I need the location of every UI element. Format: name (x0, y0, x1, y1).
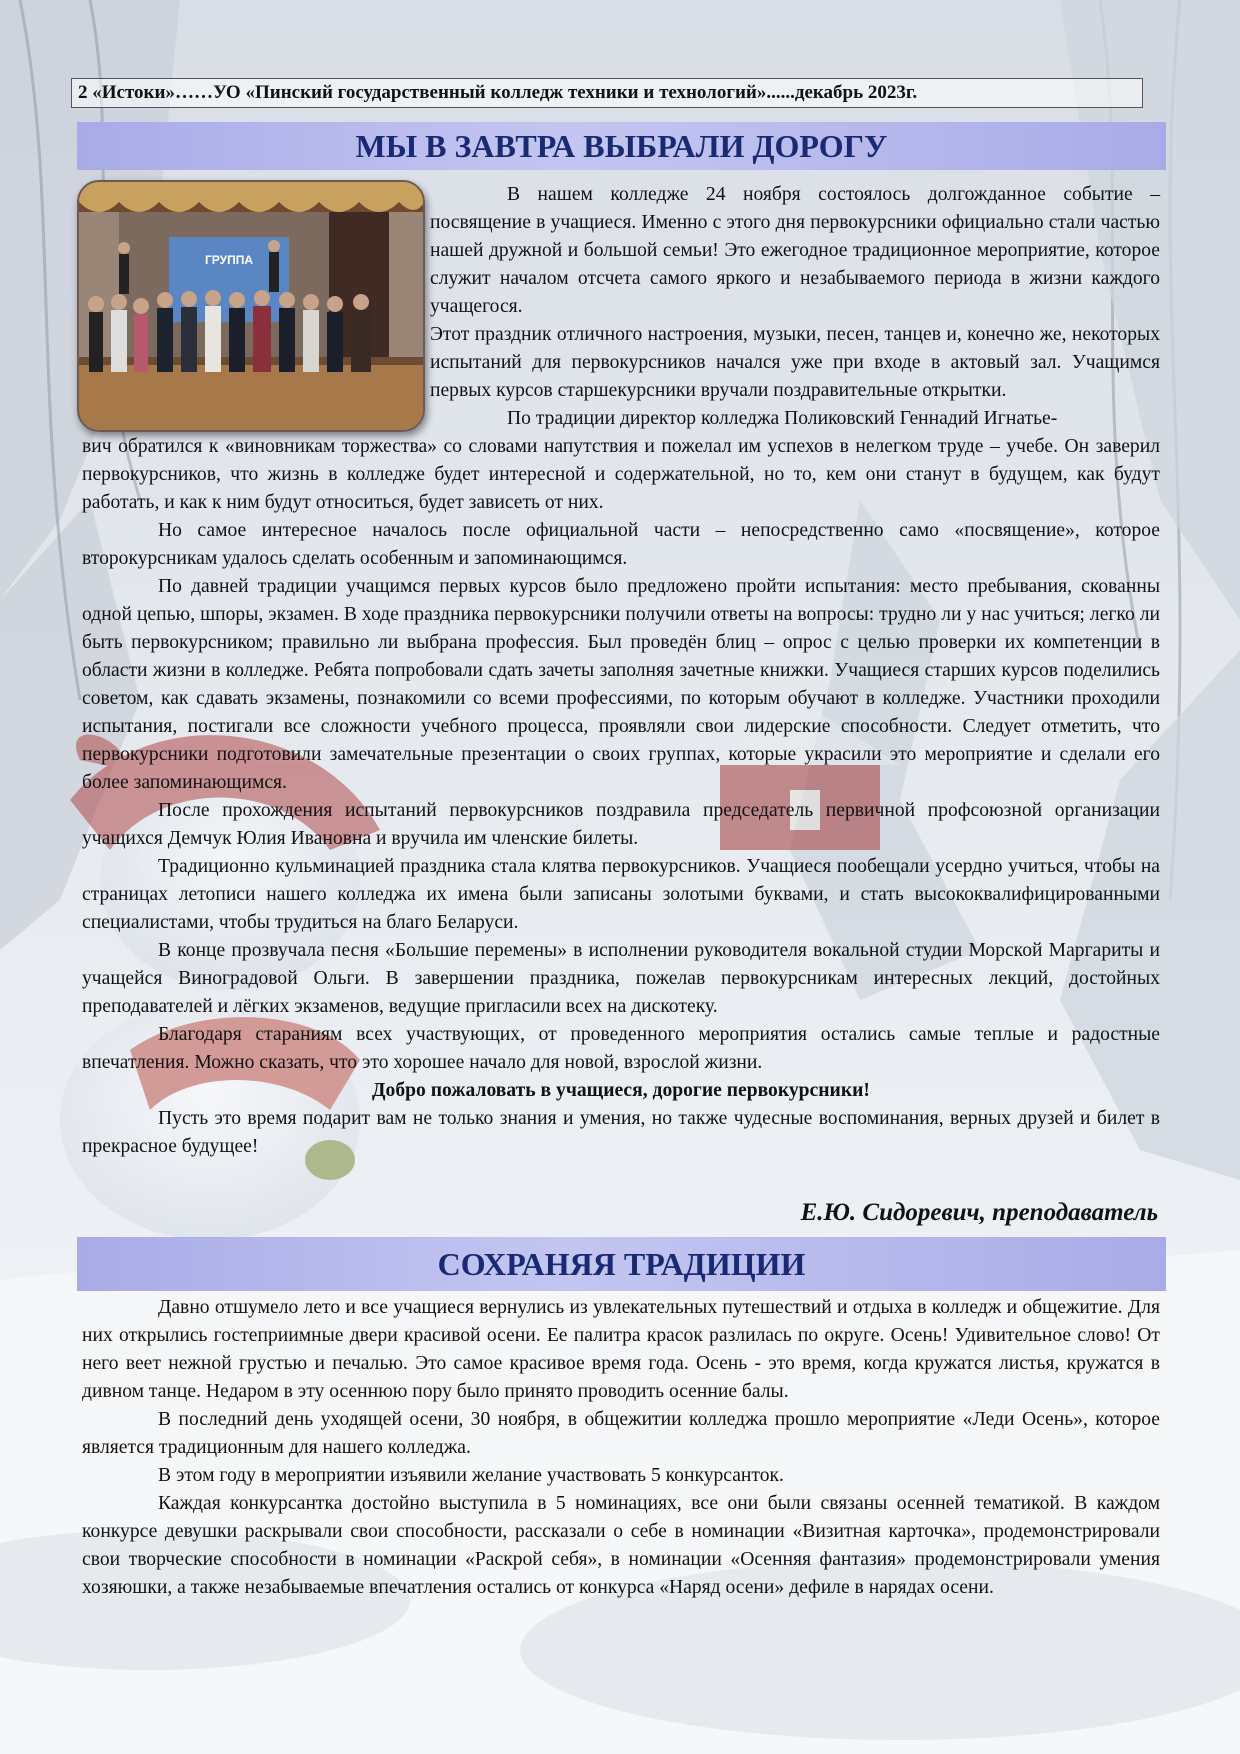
paragraph: Благодаря стараниям всех участвующих, от проведенного мероприятия остались самые теплые и радостные впечатления. Можно сказать, что это хорошее начало для новой, взрослой жизни. (82, 1024, 1160, 1073)
paragraph: Но самое интересное началось после официальной части – непосредственно само «посвящение», которое второкурсникам удалось сделать особенным и запоминающимся. (82, 520, 1160, 569)
paragraph: Традиционно кульминацией праздника стала клятва первокурсников. Учащиеся пообещали усердно учиться, чтобы на страницах летописи нашего колледжа их имена были записаны золотыми буквами, и стать высококвалифицированными специалистами, чтобы трудиться на благо Беларуси. (82, 856, 1160, 933)
paragraph: Этот праздник отличного настроения, музыки, песен, танцев и, конечно же, некоторых испытаний для первокурсников начался уже при входе в актовый зал. Учащимся первых курсов старшекурсники вручали поздравительные открытки. (430, 324, 1160, 401)
article1-title: МЫ В ЗАВТРА ВЫБРАЛИ ДОРОГУ (77, 122, 1166, 170)
article1-wrap-text (430, 181, 1160, 433)
paragraph: В конце прозвучала песня «Большие перемены» в исполнении руководителя вокальной студии Морской Маргариты и учащейся Виноградовой Ольги. В завершении праздника, пожелав первокурсникам интересных лекций, достойных преподавателей и лёгких экзаменов, ведущие пригласили всех на дискотеку. (82, 940, 1160, 1017)
welcome-line: Добро пожаловать в учащиеся, дорогие первокурсники! (372, 1080, 870, 1101)
screen-caption: ГРУППА (204, 253, 254, 267)
paragraph: В последний день уходящей осени, 30 ноября, в общежитии колледжа прошло мероприятие «Леди Осень», которое является традиционным для нашего колледжа. (82, 1409, 1160, 1458)
paragraph-start: По традиции директор колледжа Поликовский Геннадий Игнатье- (507, 408, 1058, 429)
article2-title: СОХРАНЯЯ ТРАДИЦИИ (77, 1237, 1166, 1291)
author-signature: Е.Ю. Сидоревич, преподаватель (800, 1199, 1158, 1226)
article2-body (82, 1294, 1160, 1602)
paragraph: По давней традиции учащимся первых курсов было предложено пройти испытания: место пребывания, скованны одной цепью, шпоры, экзамен. В ходе праздника первокурсники получили ответы на вопросы: трудно ли у нас учиться; легко ли быть первокурсником; правильно ли выбрана профессия. Был проведён блиц – опрос с целью проверки их компетенции в области жизни в колледже. Ребята попробовали сдать зачеты заполняя зачетные книжки. Учащиеся старших курсов поделились советом, как сдавать экзамены, познакомили со всеми профессиями, по которым обучают в колледже. Участники проходили испытания, постигали все сложности учебного процесса, проявляли свои лидерские способности. Следует отметить, что первокурсники подготовили замечательные презентации о своих группах, которые украсили это мероприятие и сделали его более запоминающимся. (82, 576, 1160, 793)
paragraph: В нашем колледже 24 ноября состоялось долгожданное событие – посвящение в учащиеся. Именно с этого дня первокурсники официально стали частью нашей дружной и большой семьи! Это ежегодное традиционное мероприятие, которое служит началом отсчета самого яркого и незабываемого периода в жизни каждого учащегося. (430, 184, 1160, 317)
paragraph: вич обратился к «виновникам торжества» со словами напутствия и пожелал им успехов в нелегком труде – учебе. Он заверил первокурсников, что жизнь в колледже будет интересной и содержательной, но то, кем они станут в будущем, как будут работать, и как к ним будут относиться, будет зависеть от них. (82, 436, 1160, 513)
closing-paragraph: Пусть это время подарит вам не только знания и умения, но также чудесные воспоминания, верных друзей и билет в прекрасное будущее! (82, 1108, 1160, 1157)
paragraph: После прохождения испытаний первокурсников поздравила председатель первичной профсоюзной организации учащихся Демчук Юлия Ивановна и вручила им членские билеты. (82, 800, 1160, 849)
paragraph: Давно отшумело лето и все учащиеся вернулись из увлекательных путешествий и отдыха в колледж и общежитие. Для них открылись гостеприимные двери красивой осени. Ее палитра красок разлилась по округе. Осень! Удивительное слово! От него веет нежной грустью и печалью. Это самое красивое время года. Осень - это время, когда кружатся листья, кружатся в дивном танце. Недаром в эту осеннюю пору было принято проводить осенние балы. (82, 1297, 1160, 1402)
event-photo (77, 180, 425, 432)
paragraph: Каждая конкурсантка достойно выступила в 5 номинациях, все они были связаны осенней тематикой. В каждом конкурсе девушки раскрывали свои способности, рассказали о себе в номинации «Визитная карточка», продемонстрировали свои творческие способности в номинации «Раскрой себя», в номинации «Осенняя фантазия» продемонстрировали умения хозяюшки, а также незабываемые впечатления остались от конкурса «Наряд осени» дефиле в нарядах осени. (82, 1493, 1160, 1598)
page-header: 2 «Истоки»……УО «Пинский государственный колледж техники и технологий»......декабрь 2023г. (71, 78, 1143, 108)
paragraph: В этом году в мероприятии изъявили желание участвовать 5 конкурсанток. (158, 1465, 784, 1486)
article1-body (82, 433, 1160, 1161)
